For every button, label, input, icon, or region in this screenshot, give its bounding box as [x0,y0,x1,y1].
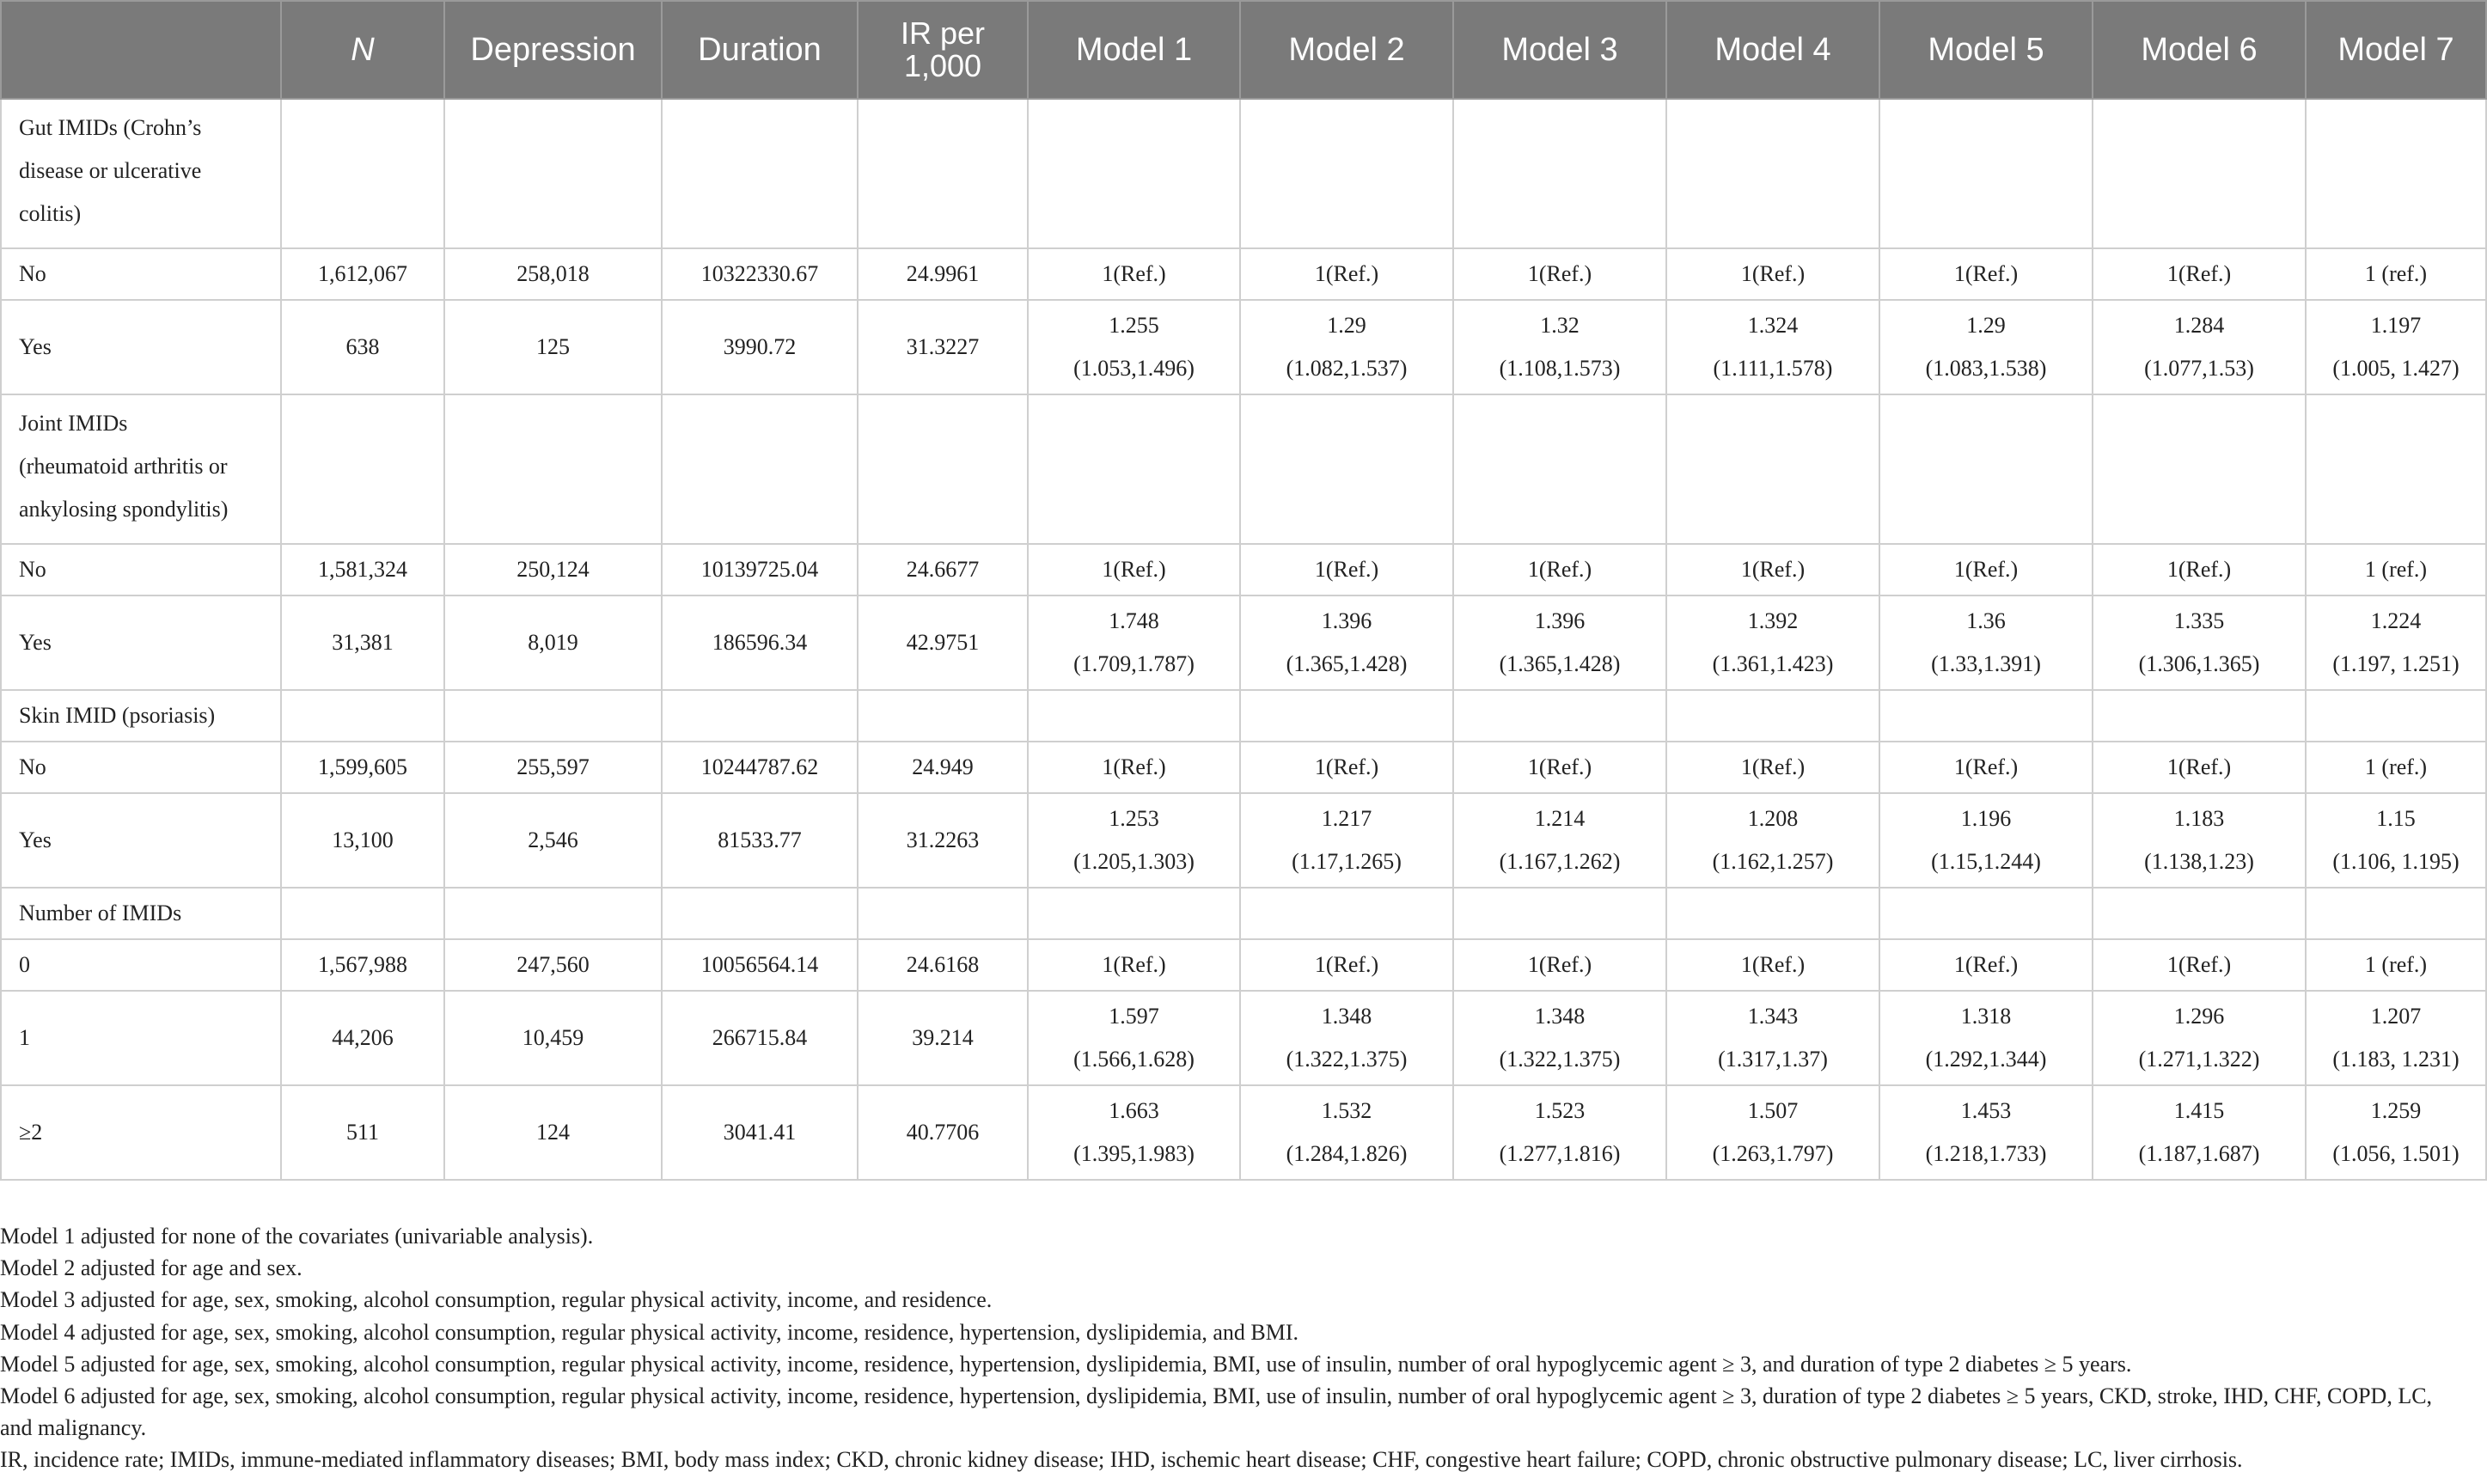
hazard-ratio: 1.523 [1534,1098,1586,1123]
cell-model-2 [1240,300,1453,394]
empty-cell [2306,394,2486,544]
group-header-row [1,690,2486,742]
hazard-ratio: 1.348 [1534,1004,1586,1029]
cell-model-7 [2306,544,2486,595]
confidence-interval: (1.053,1.496) [1073,356,1195,381]
hazard-ratio: 1(Ref.) [2166,261,2232,286]
hazard-ratio: 1.284 [2173,313,2225,338]
empty-cell [1240,394,1453,544]
cell-model-3 [1453,939,1666,991]
confidence-interval: (1.205,1.303) [1073,849,1195,874]
cell-model-7 [2306,300,2486,394]
hazard-ratio: 1.396 [1534,608,1586,633]
cell-depression: 8,019 [444,595,662,690]
empty-cell [1879,690,2093,742]
cell-model-1 [1028,1085,1240,1180]
cell-model-5 [1879,544,2093,595]
empty-cell [281,394,444,544]
cell-ir: 24.949 [858,742,1028,793]
cell-depression: 10,459 [444,991,662,1085]
confidence-interval: (1.292,1.344) [1925,1047,2047,1072]
hazard-ratio: 1(Ref.) [1953,952,2019,977]
confidence-interval: (1.284,1.826) [1286,1141,1408,1166]
empty-cell [2306,888,2486,939]
cell-depression: 255,597 [444,742,662,793]
group-title: Gut IMIDs (Crohn’s disease or ulcerative colitis) [1,99,281,248]
cell-ir: 24.6168 [858,939,1028,991]
empty-cell [1453,394,1666,544]
confidence-interval: (1.077,1.53) [2144,356,2254,381]
hazard-ratio: 1.335 [2173,608,2225,633]
hazard-ratio: 1(Ref.) [1740,952,1806,977]
footnote-line: and malignancy. [0,1415,147,1441]
table-row [1,991,2486,1085]
hazard-ratio: 1.396 [1321,608,1372,633]
row-label: 1 [1,991,281,1085]
cell-model-4 [1666,595,1879,690]
row-label: Yes [1,793,281,888]
cell-model-1 [1028,300,1240,394]
confidence-interval: (1.17,1.265) [1292,849,1402,874]
cell-model-6 [2093,248,2306,300]
hazard-ratio: 1.748 [1109,608,1159,633]
hazard-ratio: 1(Ref.) [1527,952,1592,977]
hazard-ratio: 1(Ref.) [1527,557,1592,582]
header-cell-n: N [281,1,444,99]
cell-model-7 [2306,1085,2486,1180]
empty-cell [444,394,662,544]
cell-model-5 [1879,595,2093,690]
empty-cell [1028,394,1240,544]
cell-ir: 24.6677 [858,544,1028,595]
confidence-interval: (1.108,1.573) [1499,356,1621,381]
confidence-interval: (1.005, 1.427) [2332,356,2460,381]
hazard-ratio: 1 (ref.) [2364,557,2428,582]
cell-ir: 40.7706 [858,1085,1028,1180]
hazard-ratio: 1.343 [1747,1004,1799,1029]
cell-model-3 [1453,595,1666,690]
hazard-ratio: 1.392 [1747,608,1799,633]
hazard-ratio: 1(Ref.) [1953,754,2019,779]
empty-cell [858,888,1028,939]
empty-cell [281,99,444,248]
cell-depression: 124 [444,1085,662,1180]
empty-cell [2093,394,2306,544]
hazard-ratio: 1.507 [1747,1098,1799,1123]
empty-cell [281,888,444,939]
cell-depression: 2,546 [444,793,662,888]
cell-n: 13,100 [281,793,444,888]
empty-cell [2093,690,2306,742]
cell-model-2 [1240,742,1453,793]
cell-model-4 [1666,248,1879,300]
header-cell-model-2: Model 2 [1240,1,1453,99]
hazard-ratio: 1.348 [1321,1004,1372,1029]
cell-ir: 39.214 [858,991,1028,1085]
cell-model-5 [1879,793,2093,888]
table-body [1,99,2486,1180]
hazard-ratio: 1(Ref.) [1102,261,1166,286]
cell-duration: 10139725.04 [662,544,858,595]
hazard-ratio: 1(Ref.) [1102,754,1166,779]
empty-cell [1028,99,1240,248]
cell-depression: 250,124 [444,544,662,595]
cell-n: 638 [281,300,444,394]
confidence-interval: (1.106, 1.195) [2332,849,2460,874]
empty-cell [1879,99,2093,248]
cell-duration: 3041.41 [662,1085,858,1180]
cell-model-1 [1028,939,1240,991]
cell-model-3 [1453,248,1666,300]
confidence-interval: (1.277,1.816) [1499,1141,1621,1166]
hazard-ratio: 1.197 [2370,313,2422,338]
group-title: Joint IMIDs (rheumatoid arthritis or ankylosing spondylitis) [1,394,281,544]
hazard-ratio: 1.318 [1960,1004,2012,1029]
confidence-interval: (1.183, 1.231) [2332,1047,2460,1072]
cell-ir: 31.3227 [858,300,1028,394]
table-row [1,742,2486,793]
cell-model-6 [2093,544,2306,595]
hazard-ratio: 1(Ref.) [1740,261,1806,286]
hazard-ratio: 1(Ref.) [1102,557,1166,582]
confidence-interval: (1.306,1.365) [2138,651,2260,676]
hazard-ratio: 1.196 [1960,806,2012,831]
cell-model-6 [2093,939,2306,991]
empty-cell [444,99,662,248]
cell-model-4 [1666,991,1879,1085]
cell-model-5 [1879,742,2093,793]
cell-duration: 10322330.67 [662,248,858,300]
cell-model-2 [1240,544,1453,595]
confidence-interval: (1.083,1.538) [1925,356,2047,381]
cell-model-2 [1240,939,1453,991]
confidence-interval: (1.218,1.733) [1925,1141,2047,1166]
row-label: Yes [1,595,281,690]
hazard-ratio: 1(Ref.) [1102,952,1166,977]
cell-n: 1,599,605 [281,742,444,793]
confidence-interval: (1.082,1.537) [1286,356,1408,381]
table-row [1,939,2486,991]
empty-cell [444,888,662,939]
cell-model-5 [1879,300,2093,394]
cell-model-1 [1028,793,1240,888]
confidence-interval: (1.15,1.244) [1931,849,2041,874]
cell-duration: 266715.84 [662,991,858,1085]
cell-depression: 247,560 [444,939,662,991]
cell-n: 1,612,067 [281,248,444,300]
header-cell-model-4: Model 4 [1666,1,1879,99]
cell-model-5 [1879,248,2093,300]
footnote-line: IR, incidence rate; IMIDs, immune-mediated inflammatory diseases; BMI, body mass index; CKD, chronic kidney disease; IHD, ischemic heart disease; CHF, congestive heart failure; COPD, chronic obstructive pulmonary disease; LC, liver cirrhosis. [0,1447,2243,1473]
empty-cell [662,690,858,742]
footnote-line: Model 2 adjusted for age and sex. [0,1255,302,1281]
confidence-interval: (1.056, 1.501) [2332,1141,2460,1166]
cell-model-1 [1028,742,1240,793]
empty-cell [662,394,858,544]
cell-model-6 [2093,300,2306,394]
empty-cell [2093,888,2306,939]
cell-model-3 [1453,1085,1666,1180]
cell-model-3 [1453,793,1666,888]
hazard-ratio: 1(Ref.) [1314,261,1379,286]
cell-model-5 [1879,939,2093,991]
cell-model-1 [1028,991,1240,1085]
row-label: Yes [1,300,281,394]
hazard-ratio: 1.207 [2370,1004,2422,1029]
hazard-ratio: 1.208 [1747,806,1799,831]
cell-model-1 [1028,544,1240,595]
empty-cell [858,99,1028,248]
confidence-interval: (1.709,1.787) [1073,651,1195,676]
cell-model-4 [1666,793,1879,888]
empty-cell [1453,99,1666,248]
cell-ir: 31.2263 [858,793,1028,888]
empty-cell [1879,394,2093,544]
confidence-interval: (1.162,1.257) [1712,849,1834,874]
hazard-ratio: 1.259 [2370,1098,2422,1123]
cell-duration: 186596.34 [662,595,858,690]
confidence-interval: (1.138,1.23) [2144,849,2254,874]
header-cell-duration: Duration [662,1,858,99]
confidence-interval: (1.167,1.262) [1499,849,1621,874]
hazard-ratio: 1(Ref.) [1740,557,1806,582]
hazard-ratio: 1(Ref.) [1527,754,1592,779]
empty-cell [1453,888,1666,939]
group-title: Skin IMID (psoriasis) [1,690,281,742]
confidence-interval: (1.111,1.578) [1713,356,1833,381]
row-label: ≥2 [1,1085,281,1180]
cell-model-3 [1453,991,1666,1085]
hazard-ratio: 1.29 [1327,313,1366,338]
cell-model-3 [1453,300,1666,394]
cell-model-4 [1666,300,1879,394]
cell-ir: 24.9961 [858,248,1028,300]
cell-duration: 10056564.14 [662,939,858,991]
cell-model-1 [1028,248,1240,300]
footnote-line: Model 6 adjusted for age, sex, smoking, alcohol consumption, regular physical activity, income, residence, hypertension, dyslipidemia, BMI, use of insulin, number of oral hypoglycemic agent ≥ 3, duration of type 2 diabetes ≥ 5 years, CKD, stroke, IHD, CHF, COPD, LC, [0,1383,2433,1409]
cell-model-6 [2093,1085,2306,1180]
empty-cell [1666,99,1879,248]
hazard-ratio: 1.29 [1966,313,2006,338]
empty-cell [1666,394,1879,544]
cell-model-1 [1028,595,1240,690]
confidence-interval: (1.197, 1.251) [2332,651,2460,676]
header-cell-model-3: Model 3 [1453,1,1666,99]
hazard-ratio: 1.253 [1109,806,1159,831]
row-label: No [1,742,281,793]
cell-model-7 [2306,939,2486,991]
hazard-ratio: 1(Ref.) [1314,952,1379,977]
hazard-ratio: 1(Ref.) [1314,754,1379,779]
hazard-ratio: 1.255 [1109,313,1159,338]
cell-model-5 [1879,1085,2093,1180]
hazard-ratio: 1 (ref.) [2364,754,2428,779]
hazard-ratio: 1.15 [2376,806,2416,831]
empty-cell [281,690,444,742]
hazard-ratio: 1.453 [1960,1098,2012,1123]
cell-n: 1,567,988 [281,939,444,991]
group-header-row [1,394,2486,544]
confidence-interval: (1.365,1.428) [1286,651,1408,676]
cell-model-4 [1666,939,1879,991]
empty-cell [444,690,662,742]
empty-cell [1666,888,1879,939]
hazard-ratio: 1(Ref.) [1314,557,1379,582]
cell-model-6 [2093,991,2306,1085]
confidence-interval: (1.33,1.391) [1931,651,2041,676]
hazard-ratio: 1.224 [2370,608,2422,633]
empty-cell [1240,99,1453,248]
hazard-ratio: 1.214 [1534,806,1586,831]
empty-cell [2093,99,2306,248]
group-header-row [1,99,2486,248]
header-row [1,1,2486,99]
cell-duration: 10244787.62 [662,742,858,793]
empty-cell [2306,99,2486,248]
table-row [1,595,2486,690]
footnote-line: Model 4 adjusted for age, sex, smoking, alcohol consumption, regular physical activity, income, residence, hypertension, dyslipidemia, and BMI. [0,1319,1299,1345]
empty-cell [858,394,1028,544]
hazard-ratio: 1(Ref.) [1527,261,1592,286]
confidence-interval: (1.322,1.375) [1286,1047,1408,1072]
cell-model-7 [2306,248,2486,300]
hazard-ratio: 1.597 [1109,1004,1159,1029]
empty-cell [858,690,1028,742]
header-cell-model-7: Model 7 [2306,1,2486,99]
confidence-interval: (1.317,1.37) [1718,1047,1828,1072]
hazard-ratio: 1(Ref.) [1953,557,2019,582]
cell-model-4 [1666,742,1879,793]
confidence-interval: (1.395,1.983) [1073,1141,1195,1166]
cell-depression: 258,018 [444,248,662,300]
header-cell-model-6: Model 6 [2093,1,2306,99]
cell-ir: 42.9751 [858,595,1028,690]
header-cell-depression: Depression [444,1,662,99]
empty-cell [1879,888,2093,939]
hazard-ratio: 1.217 [1321,806,1372,831]
cell-n: 511 [281,1085,444,1180]
cell-model-2 [1240,248,1453,300]
cell-model-7 [2306,595,2486,690]
empty-cell [1666,690,1879,742]
empty-cell [1240,888,1453,939]
cell-depression: 125 [444,300,662,394]
empty-cell [662,99,858,248]
cell-duration: 81533.77 [662,793,858,888]
cell-model-6 [2093,595,2306,690]
cell-model-6 [2093,742,2306,793]
empty-cell [1240,690,1453,742]
row-label: No [1,248,281,300]
hazard-ratio: 1.36 [1966,608,2006,633]
cell-model-2 [1240,793,1453,888]
table-header [1,1,2486,99]
cell-model-5 [1879,991,2093,1085]
footnote-line: Model 1 adjusted for none of the covariates (univariable analysis). [0,1224,594,1249]
group-title: Number of IMIDs [1,888,281,939]
cell-duration: 3990.72 [662,300,858,394]
cell-model-4 [1666,544,1879,595]
hazard-ratio: 1(Ref.) [2166,557,2232,582]
row-label: No [1,544,281,595]
cell-model-4 [1666,1085,1879,1180]
header-cell-label [1,1,281,99]
cell-model-3 [1453,544,1666,595]
header-cell-model-5: Model 5 [1879,1,2093,99]
row-label: 0 [1,939,281,991]
hazard-ratio: 1.324 [1747,313,1799,338]
cell-model-6 [2093,793,2306,888]
hazard-ratio: 1.663 [1109,1098,1159,1123]
empty-cell [662,888,858,939]
cell-model-2 [1240,991,1453,1085]
cell-model-3 [1453,742,1666,793]
hazard-ratio: 1 (ref.) [2364,952,2428,977]
hazard-ratio: 1(Ref.) [2166,952,2232,977]
hazard-ratio: 1.296 [2173,1004,2225,1029]
hazard-ratio: 1.532 [1321,1098,1372,1123]
confidence-interval: (1.322,1.375) [1499,1047,1621,1072]
table-row [1,793,2486,888]
cell-model-7 [2306,991,2486,1085]
cell-n: 31,381 [281,595,444,690]
header-cell-model-1: Model 1 [1028,1,1240,99]
cell-model-7 [2306,742,2486,793]
hazard-ratio: 1(Ref.) [1740,754,1806,779]
footnote-line: Model 5 adjusted for age, sex, smoking, alcohol consumption, regular physical activity, income, residence, hypertension, dyslipidemia, BMI, use of insulin, number of oral hypoglycemic agent ≥ 3, and duration of type 2 diabetes ≥ 5 years. [0,1351,2132,1377]
table-footnotes [0,1220,2487,1476]
empty-cell [1028,690,1240,742]
hazard-ratio: 1.415 [2173,1098,2225,1123]
cell-model-2 [1240,1085,1453,1180]
table-row [1,300,2486,394]
table-row [1,248,2486,300]
cell-n: 1,581,324 [281,544,444,595]
empty-cell [2306,690,2486,742]
cell-model-7 [2306,793,2486,888]
confidence-interval: (1.271,1.322) [2138,1047,2260,1072]
hazard-ratio: 1(Ref.) [2166,754,2232,779]
footnote-line: Model 3 adjusted for age, sex, smoking, alcohol consumption, regular physical activity, income, and residence. [0,1287,993,1313]
cell-n: 44,206 [281,991,444,1085]
table-row [1,544,2486,595]
group-header-row [1,888,2486,939]
confidence-interval: (1.187,1.687) [2138,1141,2260,1166]
hazard-ratio: 1(Ref.) [1953,261,2019,286]
header-cell-ir: IR per 1,000 [858,1,1028,99]
confidence-interval: (1.263,1.797) [1712,1141,1834,1166]
cell-model-2 [1240,595,1453,690]
confidence-interval: (1.566,1.628) [1073,1047,1195,1072]
table-row [1,1085,2486,1180]
confidence-interval: (1.365,1.428) [1499,651,1621,676]
hazard-ratio: 1.183 [2173,806,2225,831]
empty-cell [1028,888,1240,939]
hazard-ratio: 1.32 [1540,313,1580,338]
confidence-interval: (1.361,1.423) [1712,651,1834,676]
hazard-ratio: 1 (ref.) [2364,261,2428,286]
empty-cell [1453,690,1666,742]
